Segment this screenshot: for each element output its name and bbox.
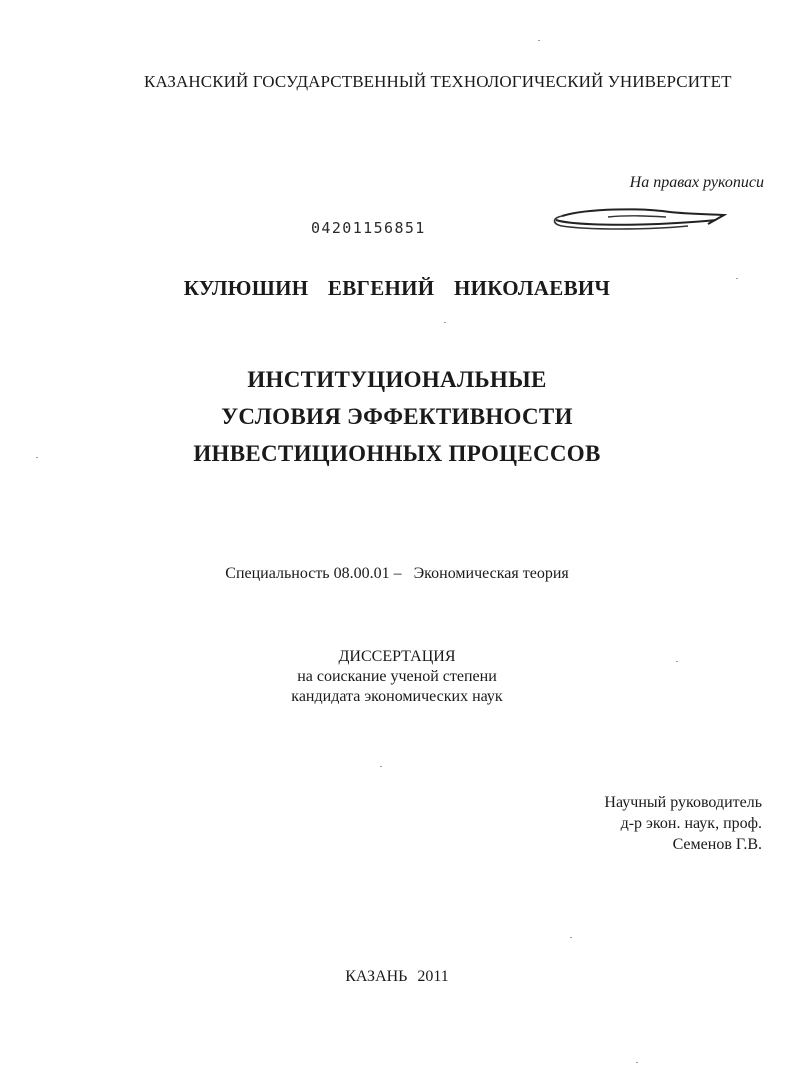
supervisor-role: Научный руководитель [604, 794, 762, 811]
city: КАЗАНЬ [345, 968, 408, 985]
title-line: ИНСТИТУЦИОНАЛЬНЫЕ [247, 367, 547, 392]
title-line: УСЛОВИЯ ЭФФЕКТИВНОСТИ [221, 404, 573, 429]
scan-speck [736, 278, 738, 279]
author-name [0, 276, 794, 301]
scan-speck [570, 937, 572, 938]
title-line: ИНВЕСТИЦИОННЫХ ПРОЦЕССОВ [193, 441, 601, 466]
supervisor-block [604, 792, 762, 855]
dissertation-title [0, 361, 794, 472]
author-patronymic: НИКОЛАЕВИЧ [453, 276, 611, 300]
university-name: КАЗАНСКИЙ ГОСУДАРСТВЕННЫЙ ТЕХНОЛОГИЧЕСКИЙ УНИВЕРСИТЕТ [144, 72, 732, 91]
specialty-line [0, 565, 794, 583]
manuscript-note: На правах рукописи [629, 174, 764, 191]
scan-speck [36, 457, 38, 458]
supervisor-degree: д-р экон. наук, проф. [620, 815, 762, 832]
dissertation-type: ДИССЕРТАЦИЯ [338, 648, 456, 665]
signature-image [548, 204, 732, 236]
scan-speck [676, 661, 678, 662]
dissertation-degree-line1: на соискание ученой степени [297, 668, 497, 685]
specialty-name: Экономическая теория [413, 565, 569, 582]
document-number: 04201156851 [311, 219, 426, 237]
author-surname: КУЛЮШИН [183, 276, 309, 300]
supervisor-name: Семенов Г.В. [672, 836, 762, 853]
dissertation-degree-line2: кандидата экономических наук [291, 688, 503, 705]
dissertation-block [0, 647, 794, 707]
author-first-name: ЕВГЕНИЙ [327, 276, 435, 300]
city-year [0, 968, 794, 986]
scan-speck [380, 766, 382, 767]
scan-speck [636, 1062, 638, 1063]
year: 2011 [417, 968, 449, 985]
specialty-label: Специальность 08.00.01 – [225, 565, 402, 582]
scan-speck [538, 40, 540, 41]
scan-speck [444, 322, 446, 323]
